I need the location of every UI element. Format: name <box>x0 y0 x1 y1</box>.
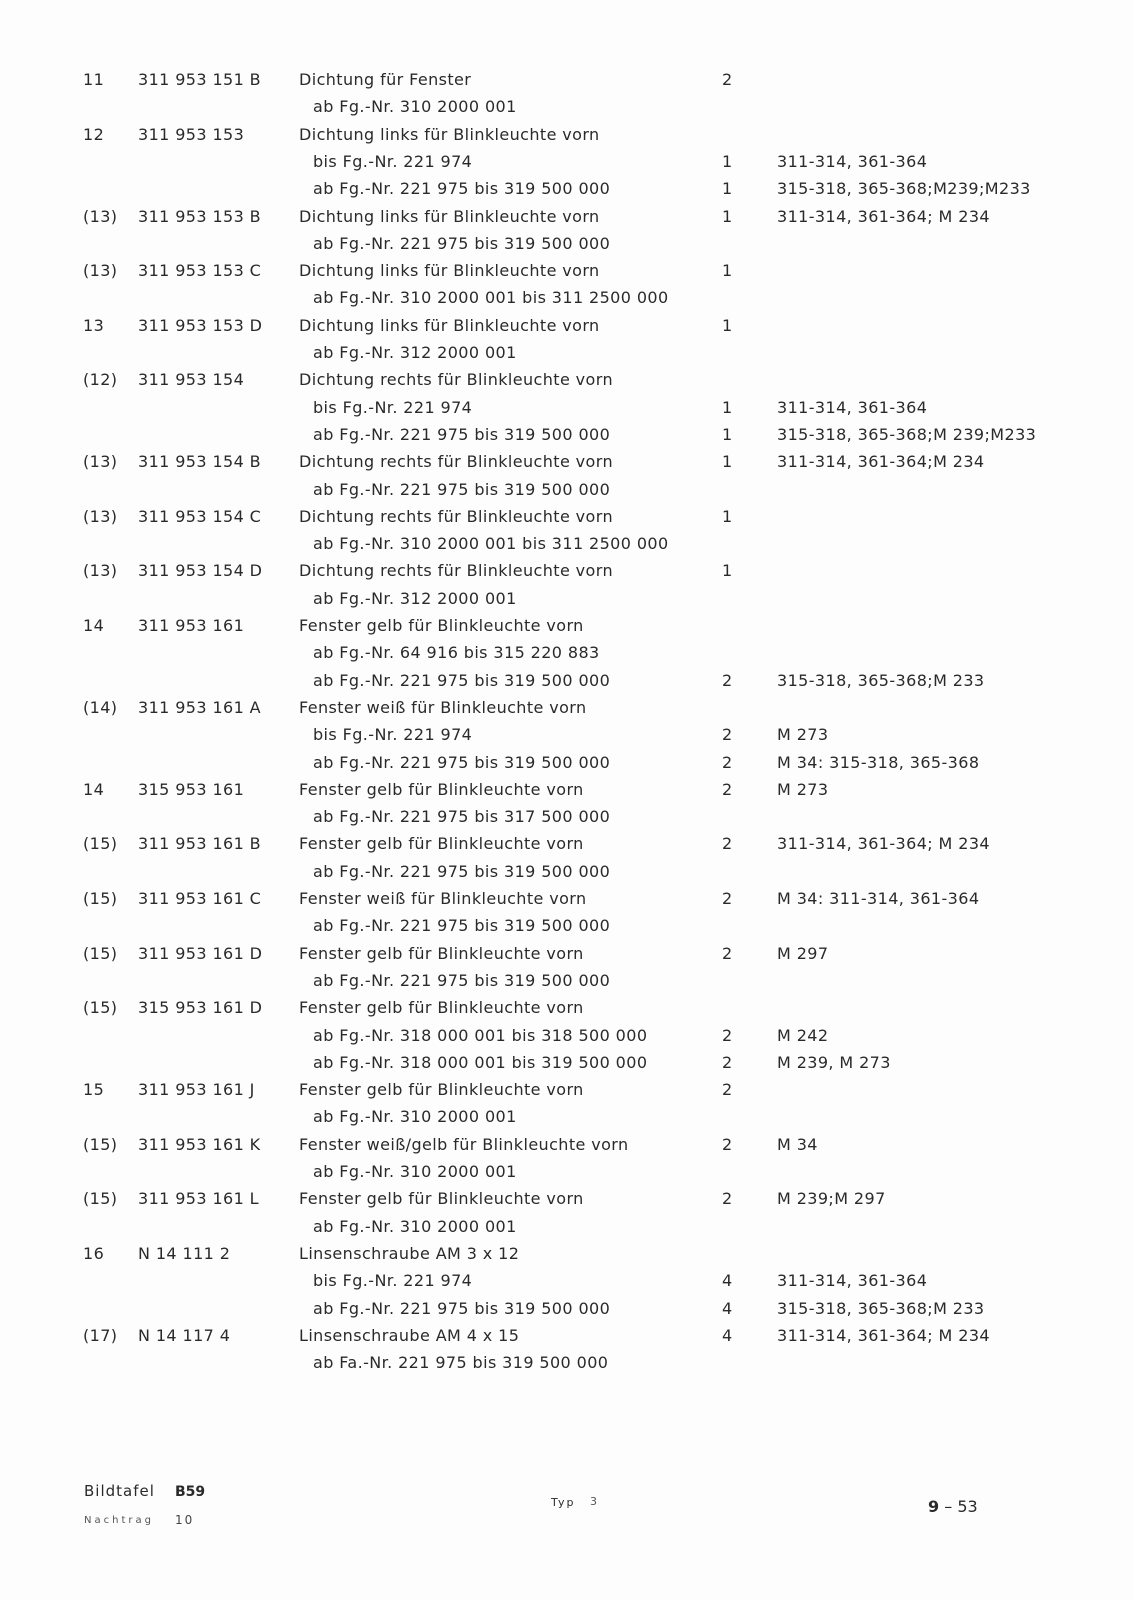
table-row <box>0 557 1133 584</box>
description: bis Fg.-Nr. 221 974 <box>313 151 473 171</box>
position-number: (15) <box>83 998 118 1018</box>
table-row <box>0 394 1133 421</box>
description: Linsenschraube AM 3 x 12 <box>299 1243 520 1263</box>
remarks: M 239, M 273 <box>777 1052 891 1072</box>
remarks: M 34: 315-318, 365-368 <box>777 752 980 772</box>
quantity: 1 <box>722 424 733 444</box>
description: ab Fg.-Nr. 310 2000 001 <box>313 1162 517 1181</box>
table-row <box>0 1076 1133 1103</box>
page-num: 53 <box>957 1497 978 1516</box>
table-row <box>0 885 1133 912</box>
description: bis Fg.-Nr. 221 974 <box>313 1271 473 1291</box>
page-group: 9 <box>928 1497 940 1516</box>
position-number: (12) <box>83 370 118 390</box>
remarks: M 297 <box>777 943 829 963</box>
position-number: 14 <box>83 616 105 635</box>
description: Fenster gelb für Blinkleuchte vorn <box>299 943 584 963</box>
part-number: 311 953 161 L <box>138 1189 259 1209</box>
supplement-label: Nachtrag <box>84 1515 154 1526</box>
description: ab Fg.-Nr. 221 975 bis 319 500 000 <box>313 970 611 990</box>
table-row <box>0 1131 1133 1158</box>
position-number: 12 <box>83 124 105 144</box>
position-number: (13) <box>83 506 118 526</box>
description: bis Fg.-Nr. 221 974 <box>313 397 473 417</box>
position-number: (15) <box>83 1134 118 1154</box>
table-row <box>0 994 1133 1021</box>
table-row <box>0 1022 1133 1049</box>
quantity: 2 <box>722 70 733 89</box>
description: Fenster weiß für Blinkleuchte vorn <box>299 697 587 717</box>
part-number: N 14 117 4 <box>138 1325 231 1345</box>
quantity: 1 <box>722 452 733 472</box>
description: ab Fg.-Nr. 310 2000 001 bis 311 2500 000 <box>313 534 669 554</box>
table-row <box>0 1049 1133 1076</box>
quantity: 4 <box>722 1325 733 1345</box>
description: ab Fg.-Nr. 221 975 bis 319 500 000 <box>313 916 611 936</box>
table-row <box>0 612 1133 639</box>
description: ab Fg.-Nr. 221 975 bis 319 500 000 <box>313 479 611 499</box>
description: ab Fg.-Nr. 221 975 bis 319 500 000 <box>313 1298 611 1318</box>
position-number: (14) <box>83 697 118 717</box>
type-number: 3 <box>590 1495 597 1508</box>
table-row <box>0 585 1133 612</box>
part-number: 311 953 151 B <box>138 70 262 89</box>
quantity: 4 <box>722 1298 733 1318</box>
part-number: 311 953 161 C <box>138 889 262 908</box>
remarks: 311-314, 361-364 <box>777 151 928 171</box>
position-number: (13) <box>83 452 118 472</box>
table-row <box>0 1158 1133 1185</box>
position-number: (13) <box>83 206 118 226</box>
remarks: 311-314, 361-364 <box>777 397 928 417</box>
description: Linsenschraube AM 4 x 15 <box>299 1325 520 1345</box>
position-number: (15) <box>83 1189 118 1209</box>
description: ab Fg.-Nr. 221 975 bis 319 500 000 <box>313 179 611 199</box>
description: ab Fg.-Nr. 310 2000 001 bis 311 2500 000 <box>313 288 669 308</box>
part-number: 311 953 154 <box>138 370 245 390</box>
supplement-number: 10 <box>175 1513 195 1527</box>
remarks: 311-314, 361-364; M 234 <box>777 834 990 854</box>
description: Dichtung rechts für Blinkleuchte vorn <box>299 506 613 526</box>
part-number: 311 953 153 D <box>138 315 263 335</box>
quantity: 2 <box>722 1052 733 1072</box>
table-row <box>0 448 1133 475</box>
description: ab Fg.-Nr. 221 975 bis 319 500 000 <box>313 670 611 690</box>
position-number: 14 <box>83 779 105 799</box>
quantity: 1 <box>722 206 733 226</box>
position-number: 11 <box>83 70 105 89</box>
quantity: 2 <box>722 725 733 745</box>
quantity: 2 <box>722 943 733 963</box>
page-separator: – <box>944 1497 953 1516</box>
quantity: 2 <box>722 889 733 908</box>
table-row <box>0 203 1133 230</box>
quantity: 2 <box>722 1080 733 1100</box>
description: bis Fg.-Nr. 221 974 <box>313 725 473 745</box>
description: Fenster gelb für Blinkleuchte vorn <box>299 1189 584 1209</box>
description: ab Fg.-Nr. 221 975 bis 319 500 000 <box>313 233 611 253</box>
description: ab Fg.-Nr. 221 975 bis 319 500 000 <box>313 424 611 444</box>
plate-number: B59 <box>175 1484 206 1500</box>
table-row <box>0 912 1133 939</box>
description: Fenster gelb für Blinkleuchte vorn <box>299 834 584 854</box>
position-number: (15) <box>83 834 118 854</box>
remarks: M 273 <box>777 725 829 745</box>
description: Fenster weiß/gelb für Blinkleuchte vorn <box>299 1134 629 1154</box>
remarks: M 273 <box>777 779 829 799</box>
table-row <box>0 503 1133 530</box>
table-row <box>0 776 1133 803</box>
description: Dichtung links für Blinkleuchte vorn <box>299 124 600 144</box>
description: Dichtung rechts für Blinkleuchte vorn <box>299 452 613 472</box>
quantity: 1 <box>722 315 733 335</box>
description: Fenster gelb für Blinkleuchte vorn <box>299 779 584 799</box>
description: ab Fa.-Nr. 221 975 bis 319 500 000 <box>313 1353 609 1373</box>
table-row <box>0 1295 1133 1322</box>
description: ab Fg.-Nr. 221 975 bis 319 500 000 <box>313 861 611 881</box>
part-number: 315 953 161 <box>138 779 245 799</box>
table-row <box>0 93 1133 120</box>
part-number: 311 953 153 <box>138 124 245 144</box>
table-row <box>0 940 1133 967</box>
description: Dichtung links für Blinkleuchte vorn <box>299 206 600 226</box>
remarks: 315-318, 365-368;M 233 <box>777 670 985 690</box>
table-row <box>0 1103 1133 1130</box>
quantity: 1 <box>722 397 733 417</box>
remarks: 315-318, 365-368;M 233 <box>777 1298 985 1318</box>
quantity: 2 <box>722 670 733 690</box>
remarks: 315-318, 365-368;M239;M233 <box>777 179 1031 199</box>
remarks: 315-318, 365-368;M 239;M233 <box>777 424 1037 444</box>
description: Dichtung rechts für Blinkleuchte vorn <box>299 370 613 390</box>
table-row <box>0 1322 1133 1349</box>
quantity: 2 <box>722 752 733 772</box>
description: ab Fg.-Nr. 221 975 bis 319 500 000 <box>313 752 611 772</box>
remarks: 311-314, 361-364; M 234 <box>777 1325 990 1345</box>
table-row <box>0 312 1133 339</box>
remarks: 311-314, 361-364; M 234 <box>777 206 990 226</box>
position-number: (13) <box>83 261 118 281</box>
table-row <box>0 148 1133 175</box>
quantity: 2 <box>722 1189 733 1209</box>
table-row <box>0 66 1133 93</box>
remarks: 311-314, 361-364 <box>777 1271 928 1291</box>
part-number: 311 953 154 B <box>138 452 262 472</box>
table-row <box>0 830 1133 857</box>
table-row <box>0 858 1133 885</box>
description: Dichtung links für Blinkleuchte vorn <box>299 315 600 335</box>
remarks: M 239;M 297 <box>777 1189 886 1209</box>
table-row <box>0 421 1133 448</box>
description: Fenster weiß für Blinkleuchte vorn <box>299 889 587 908</box>
description: Dichtung links für Blinkleuchte vorn <box>299 261 600 281</box>
part-number: 311 953 161 A <box>138 697 262 717</box>
table-row <box>0 1267 1133 1294</box>
remarks: M 34: 311-314, 361-364 <box>777 889 980 908</box>
table-row <box>0 366 1133 393</box>
table-row <box>0 284 1133 311</box>
table-row <box>0 721 1133 748</box>
description: ab Fg.-Nr. 310 2000 001 <box>313 1107 517 1127</box>
remarks: M 34 <box>777 1134 818 1154</box>
table-row <box>0 667 1133 694</box>
description: Dichtung rechts für Blinkleuchte vorn <box>299 561 613 581</box>
part-number: 311 953 161 D <box>138 943 263 963</box>
quantity: 4 <box>722 1271 733 1291</box>
quantity: 1 <box>722 179 733 199</box>
part-number: 311 953 154 C <box>138 506 262 526</box>
quantity: 2 <box>722 1134 733 1154</box>
table-row <box>0 1185 1133 1212</box>
table-row <box>0 476 1133 503</box>
part-number: 311 953 161 J <box>138 1080 255 1100</box>
part-number: 311 953 153 B <box>138 206 262 226</box>
table-row <box>0 967 1133 994</box>
part-number: 315 953 161 D <box>138 998 263 1018</box>
table-row <box>0 230 1133 257</box>
table-row <box>0 1240 1133 1267</box>
quantity: 1 <box>722 151 733 171</box>
quantity: 2 <box>722 779 733 799</box>
page-number <box>928 1497 978 1516</box>
description: Fenster gelb für Blinkleuchte vorn <box>299 1080 584 1100</box>
description: ab Fg.-Nr. 312 2000 001 <box>313 343 517 362</box>
table-row <box>0 639 1133 666</box>
table-row <box>0 749 1133 776</box>
position-number: 15 <box>83 1080 105 1100</box>
part-number: 311 953 154 D <box>138 561 263 581</box>
quantity: 2 <box>722 834 733 854</box>
table-row <box>0 1213 1133 1240</box>
position-number: 16 <box>83 1243 105 1263</box>
table-row <box>0 694 1133 721</box>
description: ab Fg.-Nr. 318 000 001 bis 318 500 000 <box>313 1025 648 1045</box>
description: ab Fg.-Nr. 64 916 bis 315 220 883 <box>313 643 600 663</box>
table-row <box>0 121 1133 148</box>
table-row <box>0 175 1133 202</box>
part-number: 311 953 153 C <box>138 261 262 281</box>
plate-label: Bildtafel <box>84 1482 155 1500</box>
table-row <box>0 530 1133 557</box>
quantity: 1 <box>722 561 733 581</box>
position-number: (17) <box>83 1325 118 1345</box>
description: ab Fg.-Nr. 318 000 001 bis 319 500 000 <box>313 1052 648 1072</box>
table-row <box>0 803 1133 830</box>
table-row <box>0 339 1133 366</box>
description: ab Fg.-Nr. 221 975 bis 317 500 000 <box>313 807 611 827</box>
description: Fenster gelb für Blinkleuchte vorn <box>299 616 584 635</box>
description: ab Fg.-Nr. 310 2000 001 <box>313 97 517 117</box>
quantity: 2 <box>722 1025 733 1045</box>
quantity: 1 <box>722 261 733 281</box>
remarks: M 242 <box>777 1025 829 1045</box>
description: ab Fg.-Nr. 310 2000 001 <box>313 1216 517 1236</box>
type-label: Typ <box>551 1496 576 1509</box>
quantity: 1 <box>722 506 733 526</box>
description: ab Fg.-Nr. 312 2000 001 <box>313 588 517 608</box>
part-number: N 14 111 2 <box>138 1243 231 1263</box>
position-number: (13) <box>83 561 118 581</box>
description: Dichtung für Fenster <box>299 70 472 89</box>
remarks: 311-314, 361-364;M 234 <box>777 452 985 472</box>
table-row <box>0 257 1133 284</box>
table-row <box>0 1349 1133 1376</box>
position-number: (15) <box>83 889 118 908</box>
position-number: 13 <box>83 315 105 335</box>
part-number: 311 953 161 <box>138 616 245 635</box>
part-number: 311 953 161 B <box>138 834 262 854</box>
description: Fenster gelb für Blinkleuchte vorn <box>299 998 584 1018</box>
position-number: (15) <box>83 943 118 963</box>
part-number: 311 953 161 K <box>138 1134 261 1154</box>
